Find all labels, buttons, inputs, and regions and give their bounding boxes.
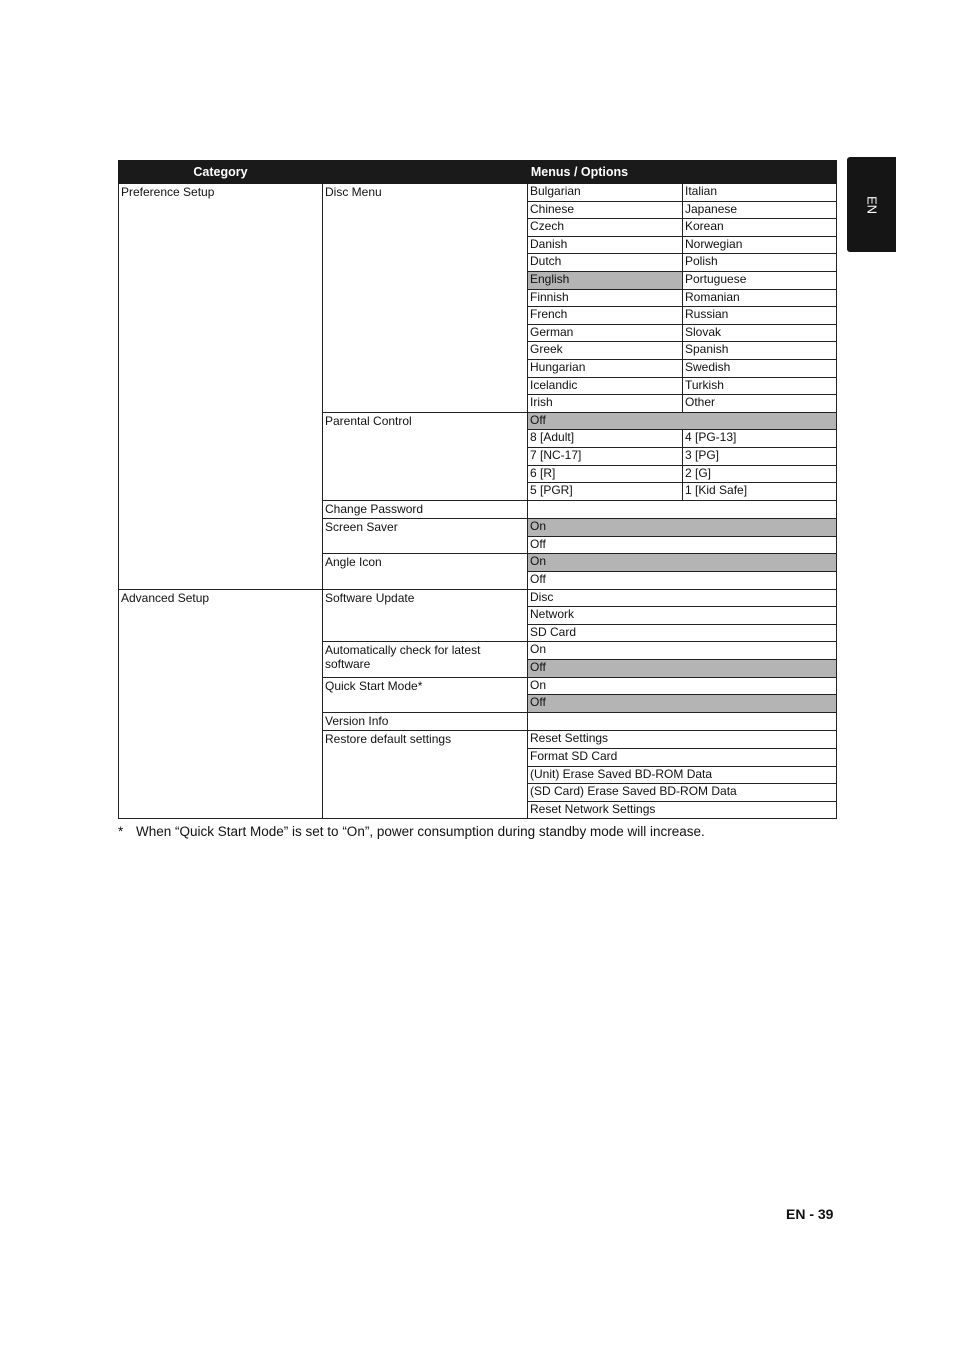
language-tab: [847, 157, 896, 252]
option-cell: 1 [Kid Safe]: [683, 483, 837, 501]
option-cell: SD Card: [528, 624, 837, 642]
option-cell: English: [528, 271, 683, 289]
table-header-row: [119, 161, 837, 184]
option-cell: Icelandic: [528, 377, 683, 395]
option-cell: Czech: [528, 219, 683, 237]
menu-auto-check: Automatically check for latest software: [323, 642, 528, 677]
option-cell: On: [528, 519, 837, 537]
option-cell: 6 [R]: [528, 465, 683, 483]
option-cell: 3 [PG]: [683, 447, 837, 465]
option-cell: (SD Card) Erase Saved BD-ROM Data: [528, 784, 837, 802]
option-cell: 4 [PG-13]: [683, 430, 837, 448]
menu-screen-saver: Screen Saver: [323, 519, 528, 554]
menu-restore-defaults: Restore default settings: [323, 731, 528, 819]
menu-parental-control: Parental Control: [323, 412, 528, 500]
option-cell: On: [528, 642, 837, 660]
table-body: [119, 184, 837, 819]
option-cell: Finnish: [528, 289, 683, 307]
category-advanced-setup: Advanced Setup: [119, 589, 323, 819]
option-cell: Danish: [528, 236, 683, 254]
option-cell: Irish: [528, 395, 683, 413]
option-cell: Korean: [683, 219, 837, 237]
option-cell: Reset Settings: [528, 731, 837, 749]
table-row: [119, 184, 837, 202]
option-cell: 7 [NC-17]: [528, 447, 683, 465]
option-cell: On: [528, 554, 837, 572]
option-cell: Bulgarian: [528, 184, 683, 202]
option-cell: Portuguese: [683, 271, 837, 289]
footnote-text: When “Quick Start Mode” is set to “On”, power consumption during standby mode will increase.: [136, 824, 705, 839]
option-cell: Disc: [528, 589, 837, 607]
option-cell: 2 [G]: [683, 465, 837, 483]
menu-version-info: Version Info: [323, 712, 528, 731]
menu-change-password: Change Password: [323, 500, 528, 519]
option-cell: Chinese: [528, 201, 683, 219]
menu-angle-icon: Angle Icon: [323, 554, 528, 589]
menu-disc-menu: Disc Menu: [323, 184, 528, 413]
option-cell: Hungarian: [528, 359, 683, 377]
page-number: EN - 39: [786, 1206, 834, 1222]
option-cell: Other: [683, 395, 837, 413]
language-tab-label: EN: [864, 195, 879, 214]
table-row: [119, 589, 837, 607]
footnote: [118, 824, 838, 839]
option-cell: (Unit) Erase Saved BD-ROM Data: [528, 766, 837, 784]
option-cell: Off: [528, 572, 837, 590]
option-cell: 5 [PGR]: [528, 483, 683, 501]
option-cell: On: [528, 677, 837, 695]
empty-option-cell: [528, 500, 837, 519]
option-cell: Slovak: [683, 324, 837, 342]
option-cell: Swedish: [683, 359, 837, 377]
option-cell: Off: [528, 412, 837, 430]
option-cell: German: [528, 324, 683, 342]
option-cell: Spanish: [683, 342, 837, 360]
menu-software-update: Software Update: [323, 589, 528, 642]
option-cell: Italian: [683, 184, 837, 202]
option-cell: Reset Network Settings: [528, 801, 837, 819]
option-cell: Dutch: [528, 254, 683, 272]
option-cell: Polish: [683, 254, 837, 272]
option-cell: Greek: [528, 342, 683, 360]
option-cell: Romanian: [683, 289, 837, 307]
option-cell: Off: [528, 695, 837, 713]
option-cell: Off: [528, 536, 837, 554]
option-cell: 8 [Adult]: [528, 430, 683, 448]
setup-menu-table: [118, 160, 837, 819]
option-cell: Turkish: [683, 377, 837, 395]
footnote-marker: *: [118, 824, 124, 839]
option-cell: Russian: [683, 307, 837, 325]
menu-quick-start-mode: Quick Start Mode*: [323, 677, 528, 712]
option-cell: Network: [528, 607, 837, 625]
menus-options-header: Menus / Options: [323, 161, 837, 184]
option-cell: Format SD Card: [528, 749, 837, 767]
option-cell: Off: [528, 660, 837, 678]
option-cell: Japanese: [683, 201, 837, 219]
option-cell: French: [528, 307, 683, 325]
category-preference-setup: Preference Setup: [119, 184, 323, 590]
option-cell: Norwegian: [683, 236, 837, 254]
empty-option-cell: [528, 712, 837, 731]
category-header: Category: [119, 161, 323, 184]
